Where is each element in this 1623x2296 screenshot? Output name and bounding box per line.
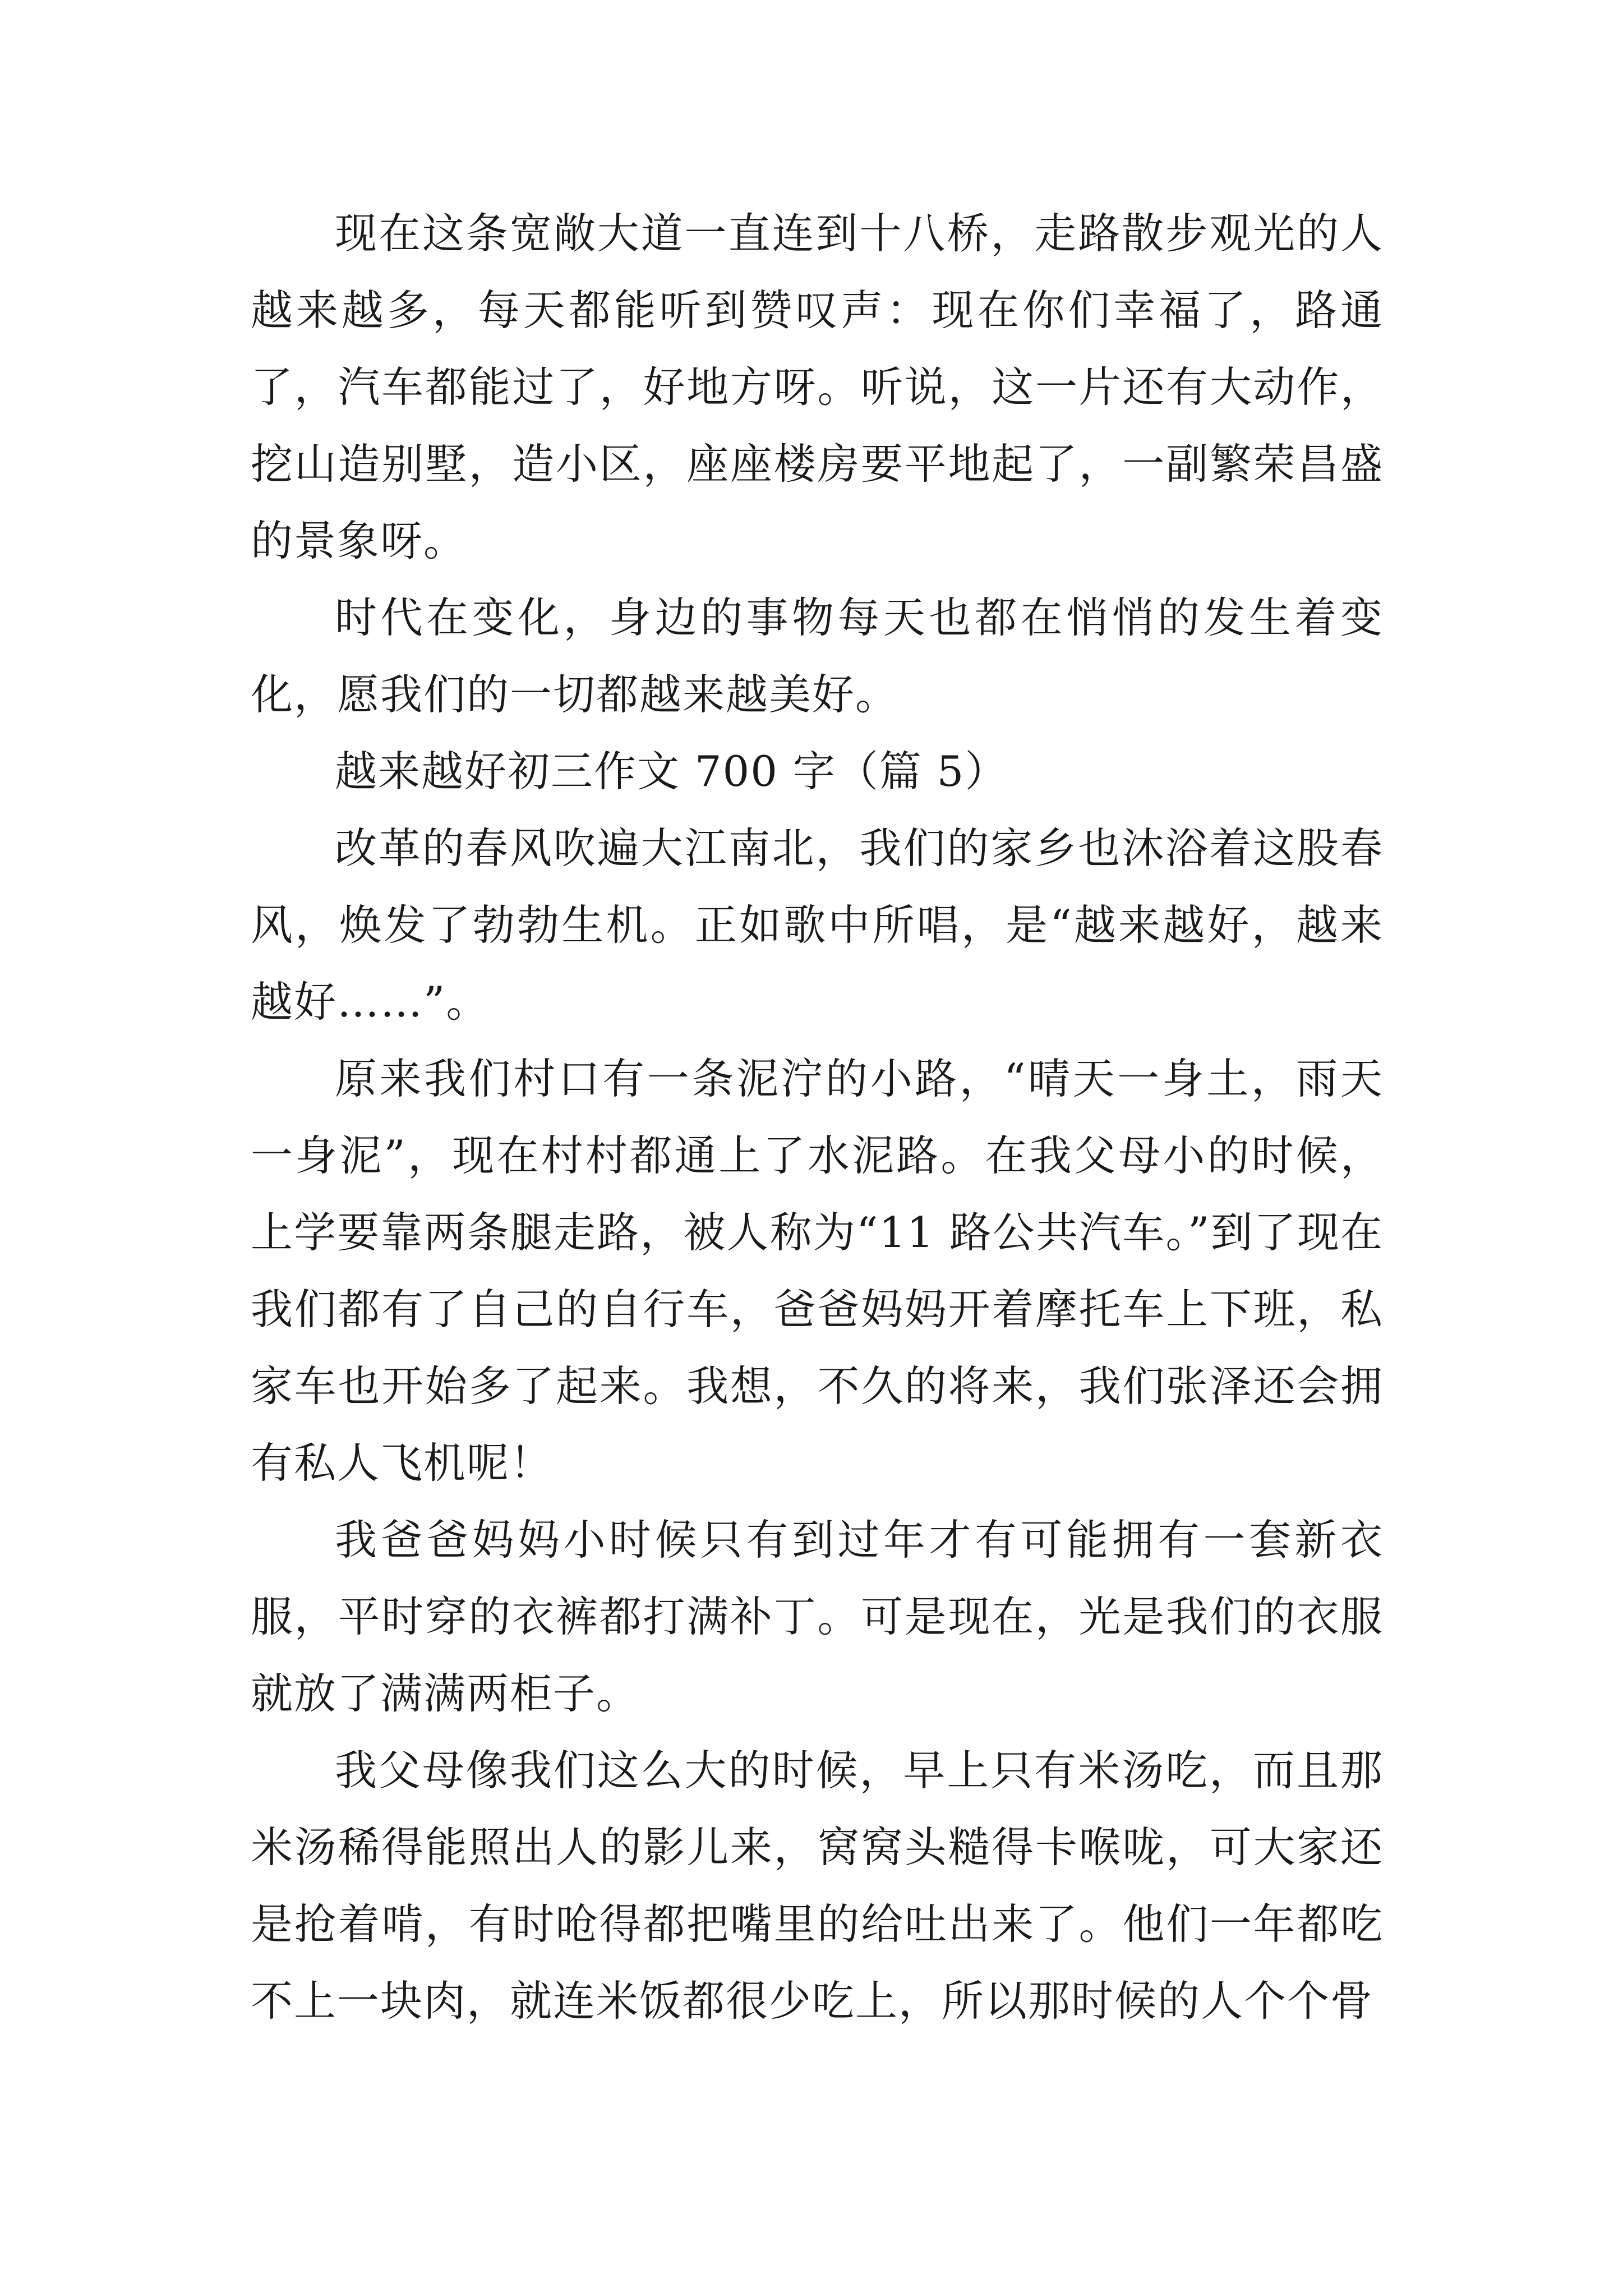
document-body [251,195,1384,2040]
paragraph: 原来我们村口有一条泥泞的小路，“晴天一身土，雨天一身泥”，现在村村都通上了水泥路。在我父母小的时候，上学要靠两条腿走路，被人称为“11 路公共汽车。”到了现在我们都有了自己的自行车，爸爸妈妈开着摩托车上下班，私家车也开始多了起来。我想，不久的将来，我们张泽还会拥有私人飞机呢！ [251,1054,1384,1488]
paragraph: 改革的春风吹遍大江南北，我们的家乡也沐浴着这股春风，焕发了勃勃生机。正如歌中所唱，是“越来越好，越来越好……”。 [251,823,1384,1027]
section-heading: 越来越好初三作文 700 字（篇 5） [335,747,1008,796]
paragraph: 我爸爸妈妈小时候只有到过年才有可能拥有一套新衣服，平时穿的衣裤都打满补丁。可是现在，光是我们的衣服就放了满满两柜子。 [251,1515,1384,1718]
paragraph: 时代在变化，身边的事物每天也都在悄悄的发生着变化，愿我们的一切都越来越美好。 [251,593,1384,719]
paragraph: 我父母像我们这么大的时候，早上只有米汤吃，而且那米汤稀得能照出人的影儿来，窝窝头糙得卡喉咙，可大家还是抢着啃，有时呛得都把嘴里的给吐出来了。他们一年都吃不上一块肉，就连米饭都很少吃上，所以那时候的人个个骨 [251,1746,1384,2026]
paragraph: 现在这条宽敞大道一直连到十八桥，走路散步观光的人越来越多，每天都能听到赞叹声：现在你们幸福了，路通了，汽车都能过了，好地方呀。听说，这一片还有大动作，挖山造别墅，造小区，座座楼房要平地起了，一副繁荣昌盛的景象呀。 [251,209,1384,565]
